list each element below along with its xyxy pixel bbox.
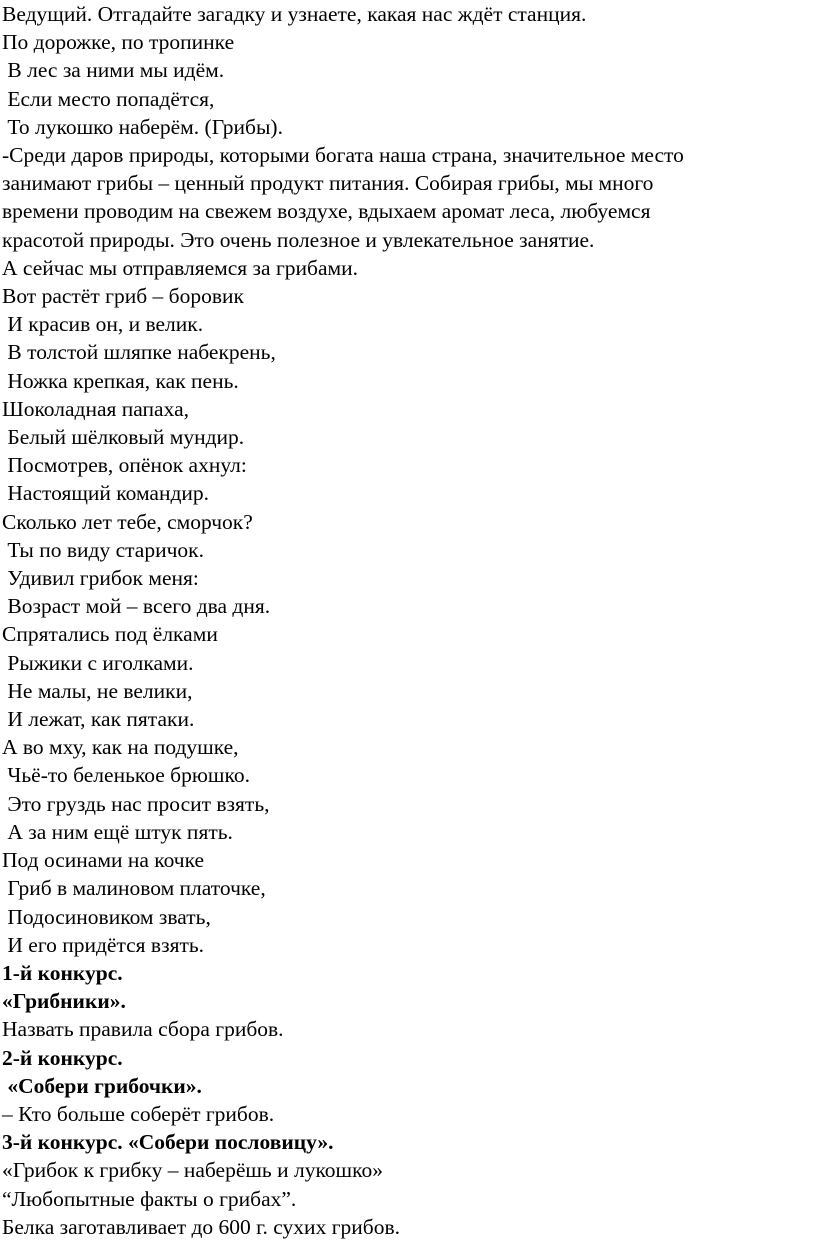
text-line: Под осинами на кочке (2, 848, 205, 873)
heading-line: 1-й конкурс. (2, 960, 123, 985)
text-line: Белый шёлковый мундир. (2, 425, 245, 450)
heading-line: «Грибники». (2, 989, 126, 1014)
text-line: Ведущий. Отгадайте загадку и узнаете, какая нас ждёт станция. (2, 2, 587, 26)
text-line: Не малы, не велики, (2, 678, 193, 703)
heading-line: «Собери грибочки». (2, 1073, 202, 1098)
text-line: Назвать правила сбора грибов. (2, 1017, 284, 1042)
text-line: И лежат, как пятаки. (2, 707, 195, 732)
text-line: Спрятались под ёлками (2, 622, 218, 647)
text-line: Подосиновиком звать, (2, 904, 211, 929)
text-line: То лукошко наберём. (Грибы). (2, 114, 283, 139)
text-line: времени проводим на свежем воздухе, вдыхаем аромат леса, любуемся (2, 199, 651, 224)
text-line: Удивил грибок меня: (2, 566, 199, 591)
text-line: В толстой шляпке набекрень, (2, 340, 276, 365)
text-line: Настоящий командир. (2, 481, 210, 506)
heading-line: 2-й конкурс. (2, 1045, 123, 1070)
text-line: Ножка крепкая, как пень. (2, 368, 239, 393)
text-line: красотой природы. Это очень полезное и увлекательное занятие. (2, 227, 595, 252)
text-line: Ты по виду старичок. (2, 537, 204, 562)
text-line: Гриб в малиновом платочке, (2, 876, 266, 901)
text-line: А во мху, как на подушке, (2, 735, 239, 760)
text-line: Шоколадная папаха, (2, 396, 189, 421)
text-line: «Грибок к грибку – наберёшь и лукошко» (2, 1158, 383, 1183)
text-line: занимают грибы – ценный продукт питания. Собирая грибы, мы много (2, 171, 654, 196)
text-line: “Любопытные факты о грибах”. (2, 1186, 297, 1211)
text-line: Возраст мой – всего два дня. (2, 594, 271, 619)
text-line: Чьё-то беленькое брюшко. (2, 763, 250, 788)
text-line: Белка заготавливает до 600 г. сухих грибов. (2, 1214, 400, 1239)
text-line: В лес за ними мы идём. (2, 58, 225, 83)
text-line: – Кто больше соберёт грибов. (2, 1101, 275, 1126)
text-line: По дорожке, по тропинке (2, 30, 235, 55)
heading-line: 3-й конкурс. «Собери пословицу». (2, 1130, 334, 1155)
text-line: Сколько лет тебе, сморчок? (2, 509, 253, 534)
text-line: -Среди даров природы, которыми богата наша страна, значительное место (2, 143, 684, 168)
text-line: Это груздь нас просит взять, (2, 791, 270, 816)
text-line: Если место попадётся, (2, 86, 215, 111)
text-line: И его придётся взять. (2, 932, 205, 957)
text-line: И красив он, и велик. (2, 312, 204, 337)
text-line: А сейчас мы отправляемся за грибами. (2, 255, 359, 280)
text-line: Вот растёт гриб – боровик (2, 284, 244, 309)
text-line: Посмотрев, опёнок ахнул: (2, 453, 247, 478)
text-line: А за ним ещё штук пять. (2, 819, 233, 844)
text-line: Рыжики с иголками. (2, 650, 194, 675)
